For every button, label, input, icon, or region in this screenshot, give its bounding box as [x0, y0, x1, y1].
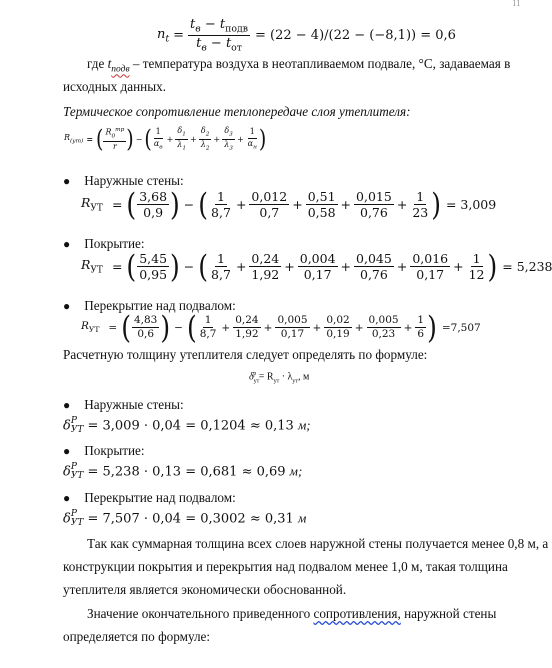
para1-line-1: Так как суммарная толщина всех слоев наружной стены получается менее 0,8 м, а	[87, 536, 549, 551]
nt-result: = (22 − 4)/(22 − (−8,1)) = 0,6	[255, 28, 456, 44]
para2-line-1: Значение окончательного приведенного сопротивления, наружной стены	[87, 606, 497, 621]
item-label: ● Перекрытие над подвалом:	[63, 490, 236, 505]
r-equation: $R_{УТ}$ = ( $\frac{3,68}{0,9}$ ) − ( $\frac{1}{8,7}$ + $\frac{0,012}{0,7}$ + $\frac{0,51}{0,58}$ + $\frac{0,015}{0,76}$ + $\frac{1}{23}$ ) = 3,009	[81, 186, 497, 223]
formula-nt: $n_t$ = $\frac{t_в - t_{подв}}{t_в - t_{от}}$ = (22 − 4)/(22 − (−8,1)) = 0,6	[157, 17, 456, 54]
delta-equation: δ Р УТ = 7,507 · 0,04 = 0,3002 ≈ 0,31 м	[63, 509, 307, 528]
r-equation: $R_{УТ}$ = ( $\frac{4,83}{0,6}$ ) − ( $\frac{1}{8,7}$ + $\frac{0,24}{1,92}$ + $\frac{0,005}{0,17}$ + $\frac{0,02}{0,19}$ + $\frac{0,005}{0,23}$ + $\frac{1}{6}$ ) =7,507	[81, 309, 481, 346]
delta-equation: δ Р УТ = 5,238 · 0,13 = 0,681 ≈ 0,69 м;	[63, 462, 303, 481]
where-line-2: исходных данных.	[63, 79, 166, 94]
bullet-icon: ●	[63, 299, 71, 313]
page-number: 11	[512, 0, 521, 8]
r-ut-formula: $R_{(ут)}$ = ( $\frac{R_0^{тр}}{r}$ ) − ( $\frac{1}{\alpha_в}$ + $\frac{\delta_1}{\lambda_1}$ + $\frac{\delta_2}{\lambda_2}$ + $\frac{\delta_3}{\lambda_3}$ + $\frac{1}{\alpha_н}$ )	[64, 124, 267, 154]
bullet-icon: ●	[63, 491, 71, 505]
item-label: ● Покрытие:	[63, 443, 145, 458]
item-label: ● Покрытие:	[63, 236, 145, 251]
thermal-heading: Термическое сопротивление теплопередаче слоя утеплителя:	[63, 104, 411, 119]
item-label: ● Наружные стены:	[63, 173, 184, 188]
para1-line-3: утеплителя является экономически обоснованной.	[63, 582, 347, 597]
r-equation: $R_{УТ}$ = ( $\frac{5,45}{0,95}$ ) − ( $\frac{1}{8,7}$ + $\frac{0,24}{1,92}$ + $\frac{0,004}{0,17}$ + $\frac{0,045}{0,76}$ + $\frac{0,016}{0,17}$ + $\frac{1}{12}$ ) = 5,238	[81, 248, 552, 285]
bullet-icon: ●	[63, 174, 71, 188]
bullet-icon: ●	[63, 444, 71, 458]
nt-symbol: $n_t$	[157, 27, 170, 45]
bullet-icon: ●	[63, 398, 71, 412]
nt-fraction: $\frac{t_в - t_{подв}}{t_в - t_{от}}$	[190, 17, 249, 54]
bullet-icon: ●	[63, 237, 71, 251]
item-label: ● Перекрытие над подвалом:	[63, 298, 236, 313]
delta-equation: δ Р УТ = 3,009 · 0,04 = 0,1204 ≈ 0,13 м;	[63, 416, 311, 435]
item-label: ● Наружные стены:	[63, 397, 184, 412]
calc-text: Расчетную толщину утеплителя следует определять по формуле:	[63, 347, 428, 362]
where-line-1: где $t_{подв}$ – температура воздуха в неотапливаемом подвале, °С, задаваемая в	[87, 56, 511, 75]
delta-formula: $\delta_{ут}^р = R_{ут} \cdot \lambda_{ут}$, м	[249, 371, 310, 385]
para2-line-2: определяется по формуле:	[63, 629, 211, 644]
para1-line-2: конструкции покрытия и перекрытия над подвалом менее 1,0 м, такая толщина	[63, 559, 508, 574]
